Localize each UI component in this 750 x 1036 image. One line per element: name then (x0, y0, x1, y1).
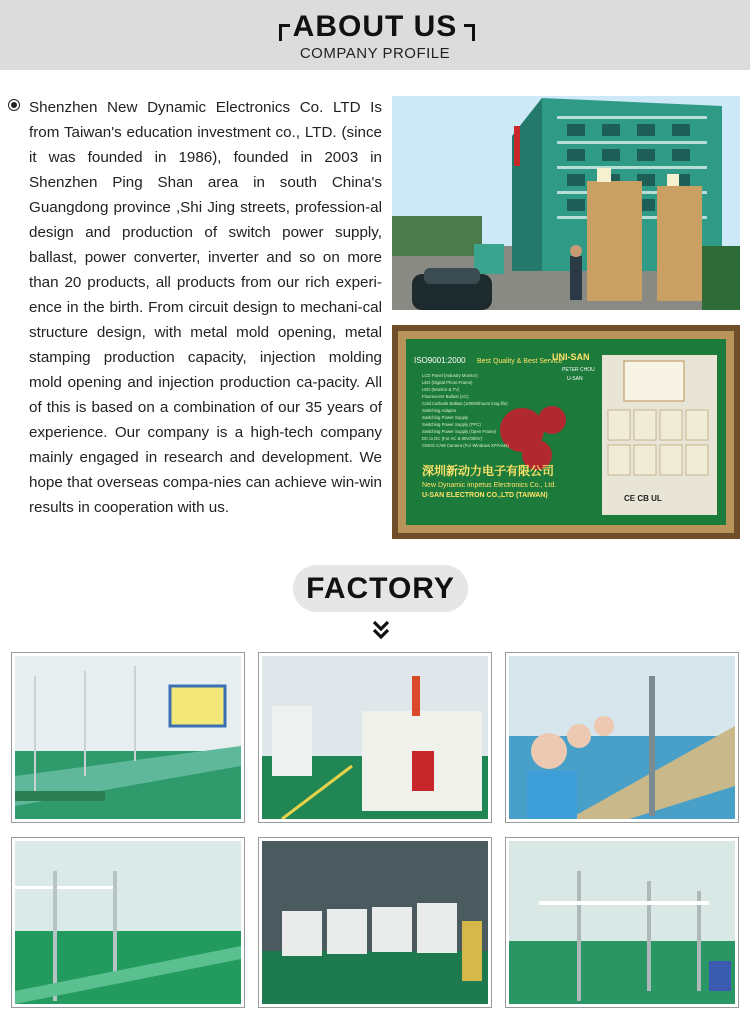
about-us-title: ABOUT US (292, 10, 458, 43)
plaque-english-name: New Dynamic impetus Electronics Co., Ltd. (422, 482, 557, 489)
factory-scene (262, 656, 488, 819)
plaque-product: Switching Power Supply (Open Frame) (422, 429, 497, 434)
plaque-chinese-name: 深圳新动力电子有限公司 (422, 464, 555, 478)
factory-photo-smt-machines (258, 652, 492, 823)
plaque-brand: UNI-SAN (552, 352, 590, 362)
plaque-product: LED (Monitor & TV) (422, 387, 460, 392)
plaque-product: Switching Adaptor (422, 408, 457, 413)
company-profile-subtitle: COMPANY PROFILE (299, 45, 451, 62)
plaque-illustration (392, 325, 740, 539)
double-chevron-down-icon (372, 619, 390, 641)
company-building-photo (392, 96, 740, 310)
factory-photo-workers (505, 652, 739, 823)
factory-scene (509, 841, 735, 1004)
plaque-product: CMOS CAM Camera (For Windows XP/Vista) (422, 443, 509, 448)
factory-photo-empty-line (11, 837, 245, 1008)
plaque-iso: ISO9001:2000 (414, 356, 466, 365)
plaque-product: Cold Cathode Ballast (100000hours long life) (422, 401, 508, 406)
plaque-person: PETER CHOU (562, 367, 595, 373)
plaque-product: LED (Digital Photo Frame) (422, 380, 473, 385)
company-description: Shenzhen New Dynamic Electronics Co. LTD Is from Taiwan's education investment co., LTD. (since it was founded in 1986), founded in 2003 in Shenzhen Ping Shan area in south China's Guangdong province ,Shi Jing streets, profession-al design and production of switch power supply, ballast, power converter, inverter and so on more than 20 products, all products from our rich experi-ence in the birth. From circuit design to mechani-cal structure design, with metal mold opening, metal stamping production capacity, injection molding mold opening and injection production ca-pacity. All of this is based on a combination of our 35 years of experience. Our company is a high-tech company mainly engaged in research and development. We hope that overseas compa-nies can achieve win-win results in cooperation with us. (29, 99, 382, 516)
section-header (0, 0, 750, 70)
plaque-brand2: U-SAN (567, 376, 583, 382)
factory-scene (509, 656, 735, 819)
plaque-product: Fluorescent Ballast (AC) (422, 394, 469, 399)
factory-scene (262, 841, 488, 1004)
bracket-right-icon (464, 24, 475, 41)
factory-scene (15, 656, 241, 819)
company-plaque-photo (392, 325, 740, 539)
factory-heading: FACTORY (293, 565, 468, 612)
factory-scene (15, 841, 241, 1004)
factory-photo-assembly-line (11, 652, 245, 823)
building-illustration (392, 96, 740, 310)
factory-photo-workbench-line (505, 837, 739, 1008)
bullet-icon (8, 99, 20, 111)
plaque-taiwan-name: U-SAN ELECTRON CO.,LTD (TAIWAN) (422, 492, 548, 499)
plaque-product: LCD Panel (Industry Monitor) (422, 373, 478, 378)
plaque-product: DC to DC (For AC & 90V/300V) (422, 436, 482, 441)
plaque-motto: Best Quality & Best Service (477, 358, 563, 365)
factory-photo-injection-molding (258, 837, 492, 1008)
plaque-marks: CE CB UL (624, 494, 662, 503)
plaque-product: Switching Power Supply (422, 415, 469, 420)
plaque-product: Switching Power Supply (PFC) (422, 422, 481, 427)
